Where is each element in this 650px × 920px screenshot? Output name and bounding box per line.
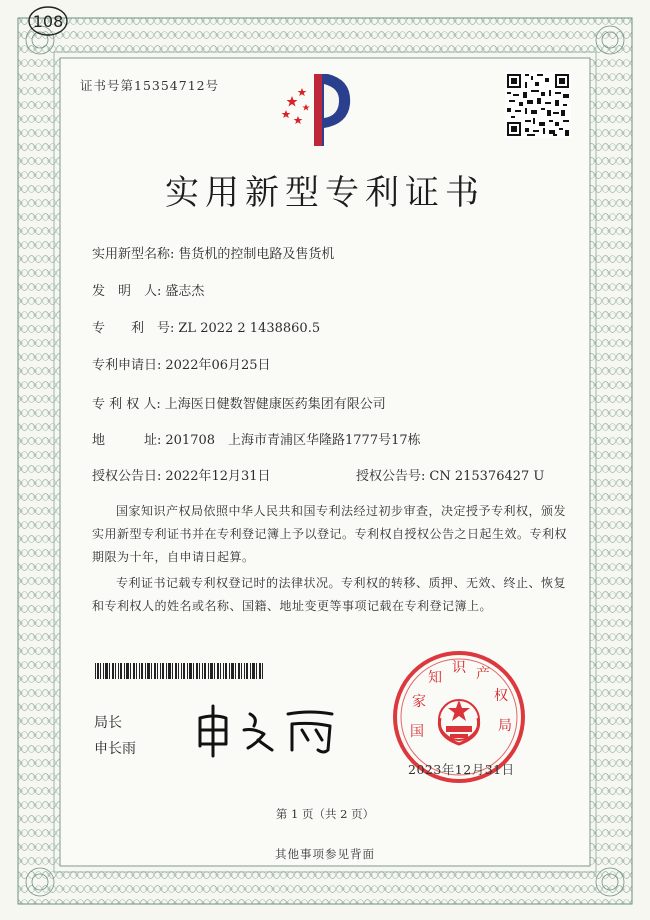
field-value: 售货机的控制电路及售货机 [178,247,335,262]
field-inventor [92,280,204,299]
cnipa-logo-icon [278,70,358,150]
field-label: 专利申请日: [92,358,162,373]
field-grant-number [356,465,544,484]
seal-char: 国 [410,724,424,740]
field-label: 专 利 号: [92,321,175,336]
field-value: 盛志杰 [165,284,205,299]
director-title: 局长 [94,715,122,731]
field-filing-date [92,354,271,373]
field-patent-number [92,317,320,336]
field-utility-model-name [92,243,334,262]
seal-char: 家 [412,694,426,710]
seal-char: 识 [452,660,466,676]
field-patentee [92,393,386,412]
footer-note: 其他事项参见背面 [275,847,375,861]
field-value: 上海医日健数智健康医药集团有限公司 [164,397,386,412]
field-label: 发 明 人: [92,284,162,299]
field-value: 2022年12月31日 [165,469,271,484]
field-grant-date [92,465,271,484]
certificate-title: 实用新型专利证书 [165,173,485,213]
qr-code [505,72,571,138]
field-value: CN 215376427 U [429,469,545,484]
seal-char: 产 [476,666,490,682]
field-label: 地 址: [92,433,162,448]
seal-date: 2023年12月31日 [408,762,515,777]
field-label: 授权公告号: [356,469,426,484]
field-value: 201708 上海市青浦区华隆路1777号17栋 [165,433,421,448]
seal-char: 权 [494,688,508,704]
page-number: 第 1 页（共 2 页） [275,807,375,821]
field-value: 2022年06月25日 [165,358,271,373]
handwritten-number-note [26,4,70,38]
director-name: 申长雨 [94,741,136,757]
field-value: ZL 2022 2 1438860.5 [178,321,321,336]
director-signature [192,700,352,760]
handwritten-number-text: 108 [32,12,64,31]
field-address [92,429,421,448]
field-label: 专 利 权 人: [92,397,161,412]
seal-char: 知 [428,670,442,686]
certificate-number: 证书号第15354712号 [80,78,220,93]
legal-status-paragraph: 专利证书记载专利权登记时的法律状况。专利权的转移、质押、无效、终止、恢复和专利权人的姓名或名称、国籍、地址变更等事项记载在专利登记簿上。 [92,576,567,613]
barcode [95,663,265,679]
field-label: 授权公告日: [92,469,162,484]
field-label: 实用新型名称: [92,247,175,262]
seal-char: 局 [498,718,512,734]
grant-statement-paragraph: 国家知识产权局依照中华人民共和国专利法经过初步审查，决定授予专利权，颁发实用新型专利证书并在专利登记簿上予以登记。专利权自授权公告之日起生效。专利权期限为十年，自申请日起算。 [92,504,568,564]
